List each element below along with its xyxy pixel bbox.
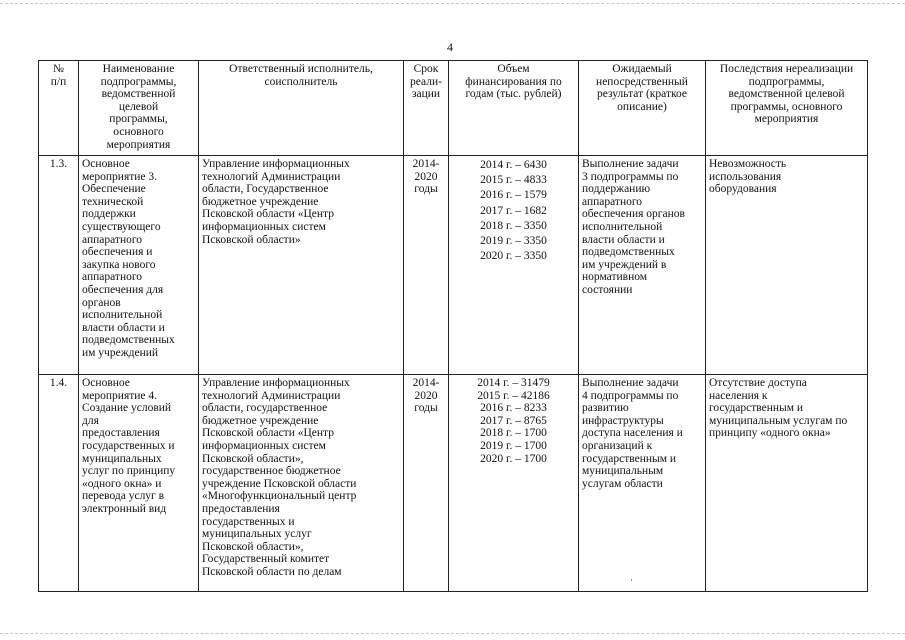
- row-name: Основное мероприятие 4. Создание условий для предоставления государственных и муниципальных услуг по принципу «одного окна» и перевода услуг в электронный вид: [79, 375, 199, 592]
- scan-speck: ·: [630, 575, 633, 585]
- row-result: Выполнение задачи 3 подпрограммы по поддержанию аппаратного обеспечения органов исполнительной власти области и подведомственных им учреждений в нормативном состоянии: [579, 156, 706, 375]
- header-num: № п/п: [39, 61, 79, 156]
- header-term: Срок реали- зации: [404, 61, 449, 156]
- row-term: 2014- 2020 годы: [404, 156, 449, 375]
- row-result: Выполнение задачи 4 подпрограммы по развитию инфраструктуры доступа населения и организаций к государственным и муниципальным услугам области: [579, 375, 706, 592]
- row-executor: Управление информационных технологий Администрации области, государственное бюджетное учреждение Псковской области «Центр информационных систем Псковской области», государственное бюджетное учреждение Псковской области «Многофункциональный центр предоставления государственных и муниципальных услуг Псковской области», Государственный комитет Псковской области по делам: [199, 375, 404, 592]
- header-executor: Ответственный исполнитель, соисполнитель: [199, 61, 404, 156]
- program-table: [38, 60, 868, 592]
- scan-edge-bottom: [0, 633, 905, 634]
- row-financing: 2014 г. – 31479 2015 г. – 42186 2016 г. – 8233 2017 г. – 8765 2018 г. – 1700 2019 г. – 1700 2020 г. – 1700: [449, 375, 579, 592]
- header-name: Наименование подпрограммы, ведомственной целевой программы, основного мероприятия: [79, 61, 199, 156]
- row-number: 1.4.: [39, 375, 79, 592]
- row-consequences: Невозможность использования оборудования: [706, 156, 868, 375]
- row-consequences: Отсутствие доступа населения к государственным и муниципальным услугам по принципу «одного окна»: [706, 375, 868, 592]
- header-consequences: Последствия нереализации подпрограммы, ведомственной целевой программы, основного мероприятия: [706, 61, 868, 156]
- row-executor: Управление информационных технологий Администрации области, Государственное бюджетное учреждение Псковской области «Центр информационных систем Псковской области»: [199, 156, 404, 375]
- row-name: Основное мероприятие 3. Обеспечение технической поддержки существующего аппаратного обеспечения и закупка нового аппаратного обеспечения для органов исполнительной власти области и подведомственных им учреждений: [79, 156, 199, 375]
- table-row: [39, 156, 868, 375]
- row-financing: 2014 г. – 6430 2015 г. – 4833 2016 г. – 1579 2017 г. – 1682 2018 г. – 3350 2019 г. – 3350 2020 г. – 3350: [449, 156, 579, 375]
- table-row: [39, 375, 868, 592]
- scan-edge-top: [0, 3, 905, 4]
- header-financing: Объем финансирования по годам (тыс. рублей): [449, 61, 579, 156]
- table-header-row: [39, 61, 868, 156]
- row-term: 2014- 2020 годы: [404, 375, 449, 592]
- page-number: 4: [447, 40, 453, 54]
- header-result: Ожидаемый непосредственный результат (краткое описание): [579, 61, 706, 156]
- row-number: 1.3.: [39, 156, 79, 375]
